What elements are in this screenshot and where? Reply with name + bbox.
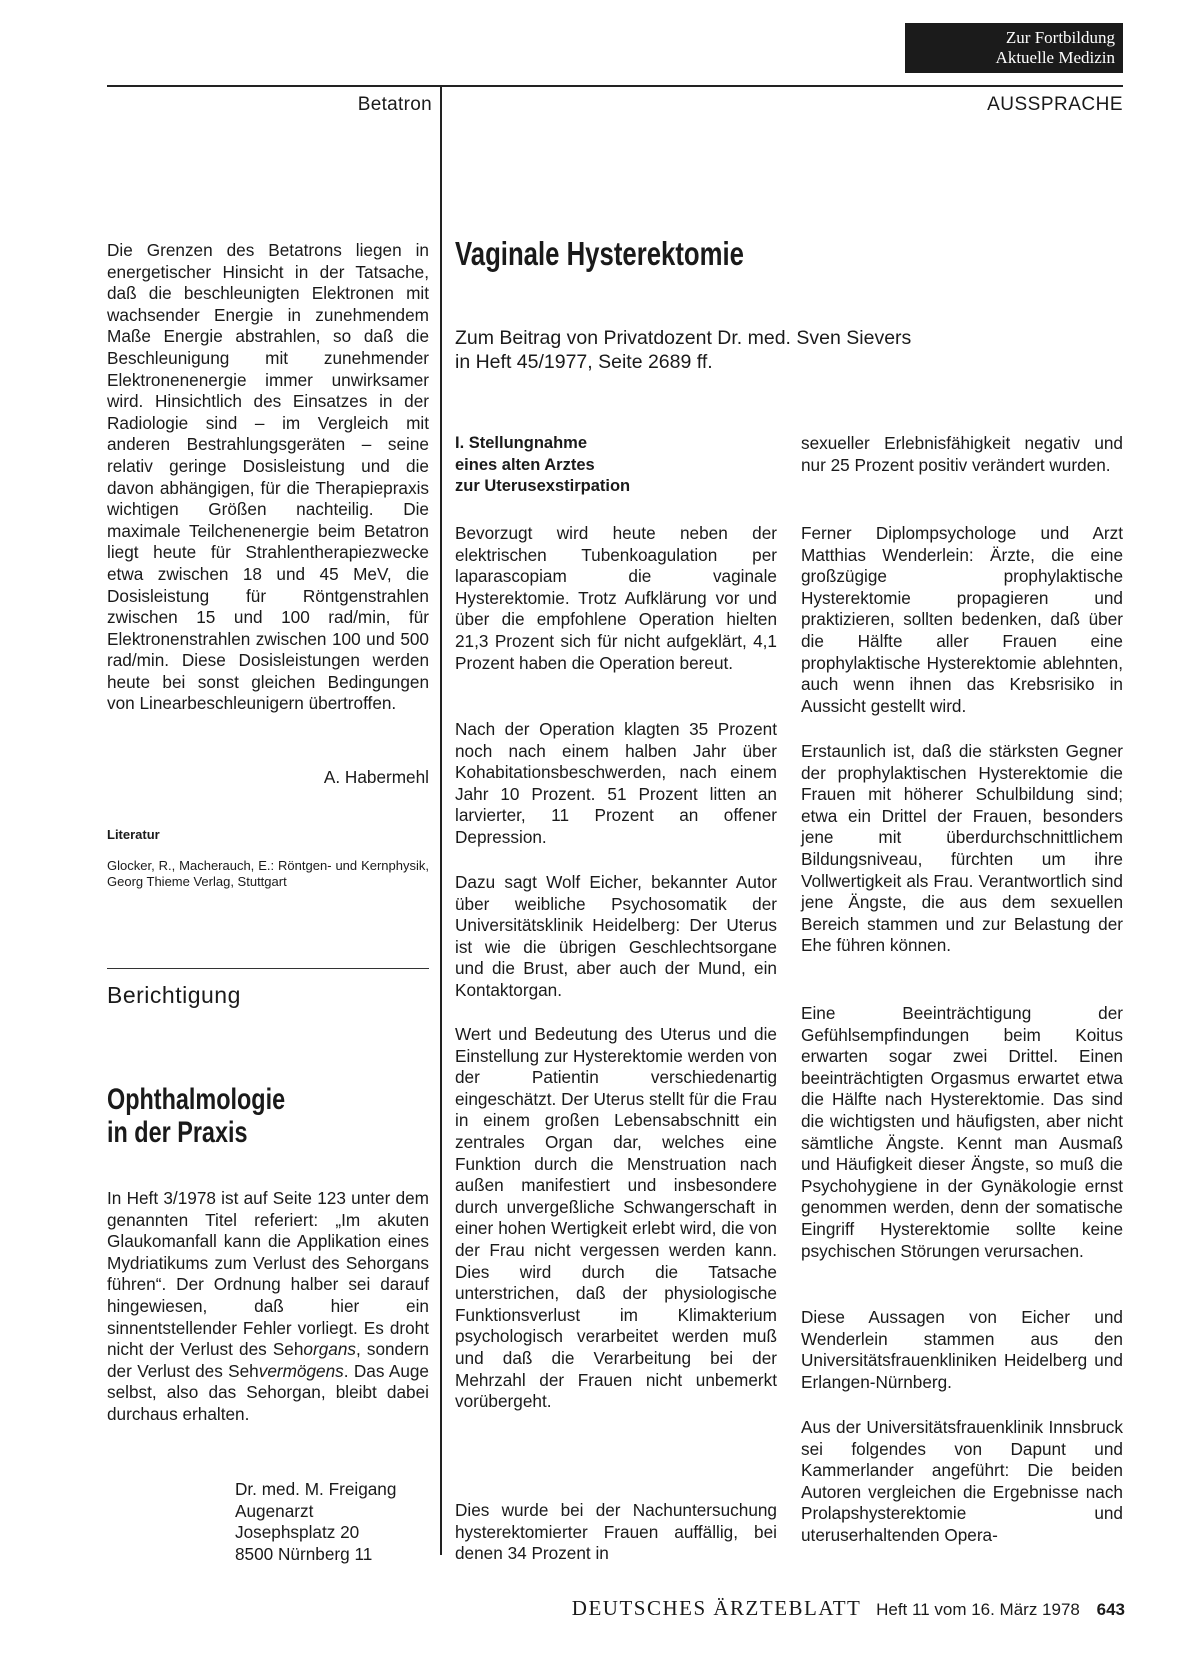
- article-col2-paragraph-2: Ferner Diplompsychologe und Arzt Matthias Wenderlein: Ärzte, die eine großzügige prophylaktische Hysterektomie propagieren und praktizieren, sollten bedenken, daß über die Hälfte aller Frauen eine prophylaktische Hysterektomie ablehnten, auch wenn ihnen das Krebsrisiko in Aussicht gestellt wird.: [801, 523, 1123, 716]
- signature-line-3: Josephsplatz 20: [235, 1522, 360, 1543]
- page-footer: [470, 1596, 1125, 1621]
- article-subheading-line-3: zur Uterusexstirpation: [455, 477, 631, 496]
- badge-line-2: Aktuelle Medizin: [995, 48, 1115, 67]
- article-col2-paragraph-5: Diese Aussagen von Eicher und Wenderlein stammen aus den Universitätsfrauenkliniken Heidelberg und Erlangen-Nürnberg.: [801, 1307, 1123, 1392]
- article-col1-paragraph-4: Wert und Bedeutung des Uterus und die Einstellung zur Hysterektomie werden von der Patientin verschiedenartig eingeschätzt. Der Uterus stellt für die Frau in einem großen Lebensabschnitt ein zentrales Organ dar, welches eine Funktion durch die Menstruation nach außen manifestiert und insbesondere durch unvergeßliche Schwangerschaft in einer hohen Wertigkeit erlebt wird, die von der Frau nicht vergessen werden kann. Dies wird durch die Tatsache unterstrichen, daß der physiologische Funktionsverlust im Klimakterium psychologisch verarbeitet werden muß und daß die Verarbeitung bei der Mehrzahl der Frauen nicht unbemerkt vorübergeht.: [455, 1024, 777, 1412]
- section-badge: [905, 23, 1123, 73]
- correction-body-part-2: , sondern der Verlust des Seh: [107, 1339, 429, 1381]
- badge-line-1: Zur Fortbildung: [1005, 28, 1115, 47]
- article-subtitle-line-1: Zum Beitrag von Privatdozent Dr. med. Sven Sievers: [455, 327, 912, 349]
- article-col1-paragraph-2: Nach der Operation klagten 35 Prozent noch nach einem halben Jahr über Kohabitationsbeschwerden, nach einem Jahr 10 Prozent. 51 Prozent litten an larvierter, 11 Prozent an offener Depression.: [455, 719, 777, 847]
- correction-body-emphasis-2: vermögens: [258, 1360, 344, 1381]
- correction-title: [107, 1083, 285, 1149]
- correction-title-line-2: in der Praxis: [107, 1116, 248, 1149]
- correction-signature: [235, 1479, 435, 1565]
- article-col2-paragraph-1: sexueller Erlebnisfähigkeit negativ und nur 25 Prozent positiv verändert wurden.: [801, 433, 1123, 475]
- header-rule: [107, 85, 1123, 87]
- section-label-left: Betatron: [357, 94, 432, 115]
- correction-rule: [107, 968, 429, 969]
- signature-line-2: Augenarzt: [235, 1500, 314, 1521]
- literature-heading: Literatur: [107, 827, 160, 842]
- article-subheading-line-1: I. Stellungnahme: [455, 434, 588, 452]
- correction-body: [107, 1188, 429, 1426]
- article-subtitle-line-2: in Heft 45/1977, Seite 2689 ff.: [455, 351, 713, 373]
- article-col1-paragraph-3: Dazu sagt Wolf Eicher, bekannter Autor über weibliche Psychosomatik der Universitätsklinik Heidelberg: Der Uterus ist wie die übrigen Geschlechtsorgane und die Brust, aber auch der Mund, ein Kontaktorgan.: [455, 872, 777, 1000]
- correction-body-emphasis-1: organs: [303, 1339, 356, 1360]
- literature-entry: Glocker, R., Macherauch, E.: Röntgen- und Kernphysik, Georg Thieme Verlag, Stuttgart: [107, 858, 429, 889]
- section-label-right: AUSSPRACHE: [987, 94, 1123, 115]
- betatron-author: A. Habermehl: [323, 767, 429, 787]
- article-col2-paragraph-3: Erstaunlich ist, daß die stärksten Gegner der prophylaktischen Hysterektomie die Frauen mit höherer Schulbildung sind; etwa ein Drittel der Frauen, besonders jene mit überdurchschnittlichem Bildungsniveau, fürchten um ihre Vollwertigkeit als Frau. Verantwortlich sind jene Ängste, die aus dem sexuellen Bereich stammen und zur Belastung der Ehe führen können.: [801, 741, 1123, 956]
- correction-title-line-1: Ophthalmologie: [107, 1083, 286, 1116]
- article-subheading-line-2: eines alten Arztes: [455, 455, 595, 474]
- article-col2-paragraph-4: Eine Beeinträchtigung der Gefühlsempfindungen beim Koitus erwarten sogar zwei Drittel. Einen beeinträchtigten Orgasmus erwartet etwa die Hälfte nach Hysterektomie. Das sind die wichtigsten und häufigsten, aber nicht sämtliche Ängste. Kennt man Ausmaß und Häufigkeit dieser Ängste, so muß die Psychohygiene in der Gynäkologie ernst genommen werden, denn der somatische Eingriff Hysterektomie sollte keine psychischen Störungen verursachen.: [801, 1003, 1123, 1261]
- issue-info: Heft 11 vom 16. März 1978: [876, 1600, 1080, 1619]
- correction-heading: Berichtigung: [107, 982, 241, 1008]
- article-col2-paragraph-6: Aus der Universitätsfrauenklinik Innsbruck sei folgendes von Dapunt und Kammerlander angeführt: Die beiden Autoren vergleichen die Ergebnisse nach Prolapshysterektomie und uteruserhaltenden Opera-: [801, 1417, 1123, 1545]
- correction-body-part-3: . Das Auge selbst, also das Sehorgan, bleibt dabei durchaus erhalten.: [107, 1360, 429, 1424]
- signature-line-1: Dr. med. M. Freigang: [235, 1479, 397, 1499]
- column-divider: [440, 85, 442, 1555]
- article-col1-paragraph-5: Dies wurde bei der Nachuntersuchung hysterektomierter Frauen auffällig, bei denen 34 Prozent in: [455, 1500, 777, 1564]
- signature-line-4: 8500 Nürnberg 11: [235, 1543, 373, 1564]
- article-subtitle: [455, 326, 911, 374]
- article-title: Vaginale Hysterektomie: [455, 235, 745, 272]
- page-number: 643: [1096, 1600, 1125, 1619]
- article-subheading: [455, 433, 630, 498]
- betatron-body: Die Grenzen des Betatrons liegen in energetischer Hinsicht in der Tatsache, daß die beschleunigten Elektronen mit wachsender Energie in zunehmendem Maße Energie abstrahlen, so daß die Beschleunigung mit zunehmender Elektronenenergie immer unwirksamer wird. Hinsichtlich des Einsatzes in der Radiologie sind – im Vergleich mit anderen Bestrahlungsgeräten – seine relativ geringe Dosisleistung und die davon abhängigen, für die Therapiepraxis wichtigen Größen nachteilig. Die maximale Teilchenenergie beim Betatron liegt heute für Strahlentherapiezwecke etwa zwischen 18 und 45 MeV, die Dosisleistung für Röntgenstrahlen zwischen 15 und 100 rad/min, für Elektronenstrahlen zwischen 100 und 500 rad/min. Diese Dosisleistungen werden heute bei sonst gleichen Bedingungen von Linearbeschleunigern übertroffen.: [107, 240, 429, 714]
- journal-name: DEUTSCHES ÄRZTEBLATT: [571, 1596, 862, 1620]
- article-col1-paragraph-1: Bevorzugt wird heute neben der elektrischen Tubenkoagulation per laparascopiam die vaginale Hysterektomie. Trotz Aufklärung vor und über die empfohlene Operation hielten 21,3 Prozent sich für nicht aufgeklärt, 4,1 Prozent haben die Operation bereut.: [455, 523, 777, 673]
- correction-body-part-1: In Heft 3/1978 ist auf Seite 123 unter dem genannten Titel referiert: „Im akuten Glaukomanfall kann die Applikation eines Mydriatikums zum Verlust des Sehorgans führen“. Der Ordnung halber sei darauf hingewiesen, daß hier ein sinnentstellender Fehler vorliegt. Es droht nicht der Verlust des Seh: [107, 1188, 429, 1360]
